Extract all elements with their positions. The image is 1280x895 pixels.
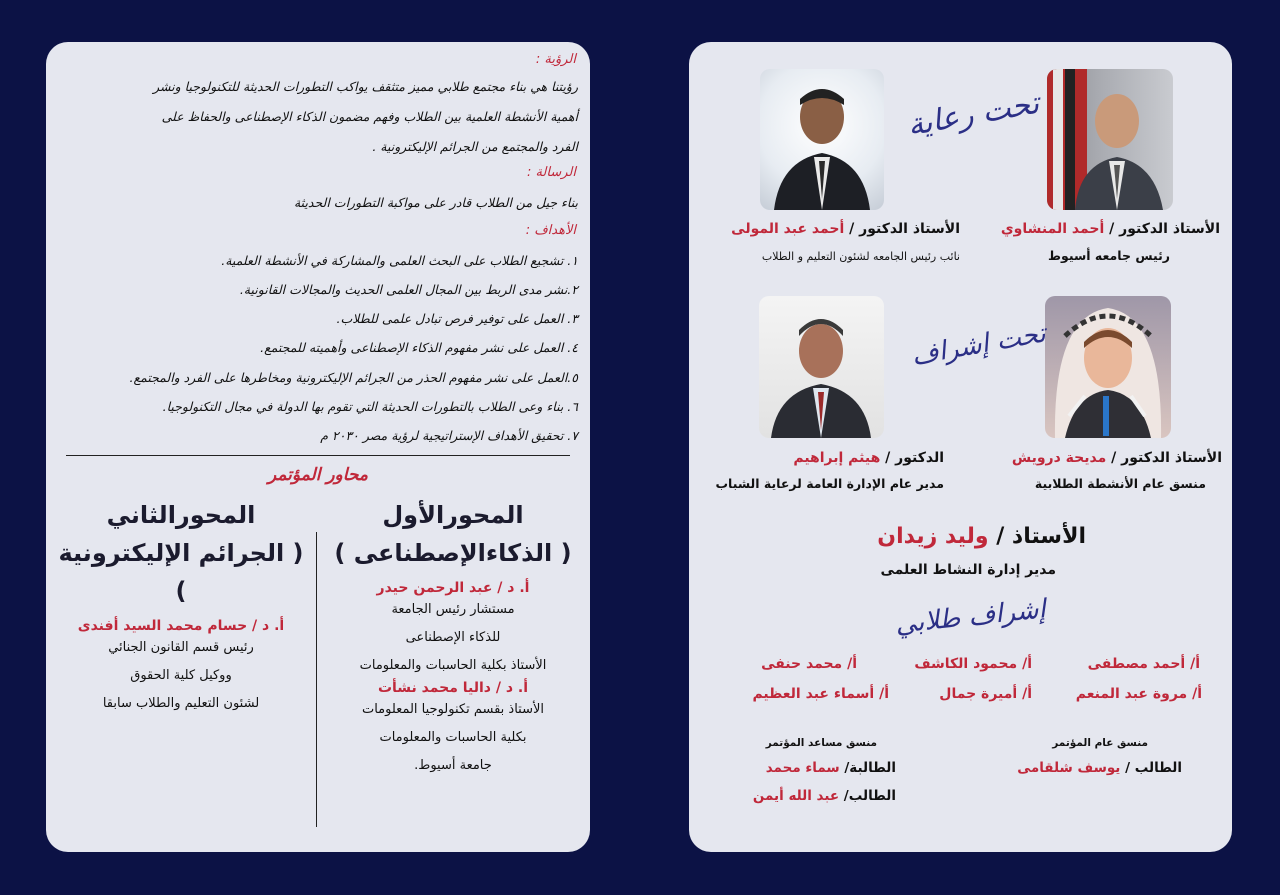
- portrait-icon: [1047, 69, 1173, 210]
- vision-heading: الرؤية :: [535, 52, 576, 67]
- axis-two-line: لشئون التعليم والطلاب سابقا: [102, 696, 260, 711]
- axis-one-line: جامعة أسيوط.: [414, 758, 492, 773]
- photo-youth-director: [759, 296, 884, 438]
- youth-director-title: مدير عام الإدارة العامة لرعاية الشباب: [715, 476, 944, 491]
- general-coordinator: الطالب / يوسف شلقامى: [1017, 760, 1182, 776]
- photo-president: [1047, 69, 1173, 210]
- student-supervisor: أ/ محمود الكاشف: [914, 656, 1032, 672]
- youth-director-name: الدكتور / هيثم إبراهيم: [793, 450, 944, 466]
- goal-item: ٣. العمل على توفير فرص تبادل علمى للطلاب.: [336, 311, 578, 326]
- axis-one: [322, 496, 584, 780]
- axis-two-title: المحورالثاني: [106, 501, 256, 529]
- vision-line: أهمية الأنشطة العلمية بين الطلاب وفهم مضمون الذكاء الإصطناعى والحفاظ على: [161, 109, 578, 124]
- axis-one-speaker-2: أ. د / داليا محمد نشأت: [377, 680, 529, 696]
- assistant-coordinator-caption: منسق مساعد المؤتمر: [765, 737, 877, 749]
- right-panel: [689, 42, 1232, 852]
- goals-heading: الأهداف :: [525, 223, 576, 238]
- axis-one-line: للذكاء الإصطناعى: [405, 630, 501, 645]
- mission-text: بناء جيل من الطلاب قادر على مواكبة التطورات الحديثة: [293, 195, 578, 210]
- supervision-script: تحت إشراف: [909, 318, 1048, 372]
- general-coordinator-caption: منسق عام المؤتمر: [1052, 737, 1148, 749]
- divider: [66, 455, 570, 456]
- axis-one-title: المحورالأول: [382, 501, 524, 529]
- student-supervisor: أ/ أسماء عبد العظيم: [752, 686, 889, 702]
- photo-activities-coordinator: [1045, 296, 1171, 438]
- axes-title: محاور المؤتمر: [267, 465, 369, 485]
- goal-item: ٥.العمل على نشر مفهوم الحذر من الجرائم الإليكترونية ومخاطرها على الفرد والمجتمع.: [129, 370, 578, 385]
- vision-line: رؤيتنا هي بناء مجتمع طلابي مميز متثقف يواكب التطورات الحديثة للتكنولوجيا ونشر: [153, 79, 578, 94]
- president-name: الأستاذ الدكتور / أحمد المنشاوي: [1000, 221, 1220, 237]
- axis-one-speaker: أ. د / عبد الرحمن حيدر: [376, 580, 530, 596]
- assistant-coordinator-2: الطالب/ عبد الله أيمن: [752, 788, 896, 804]
- portrait-icon: [759, 296, 884, 438]
- vice-president-name: الأستاذ الدكتور / أحمد عبد المولى: [731, 221, 960, 237]
- axis-one-line: الأستاذ بكلية الحاسبات والمعلومات: [359, 658, 547, 673]
- sponsorship-script: تحت رعاية: [904, 85, 1042, 144]
- vice-president-title: نائب رئيس الجامعه لشئون التعليم و الطلاب: [761, 250, 960, 263]
- axes-divider: [316, 532, 317, 827]
- axis-one-line: مستشار رئيس الجامعة: [391, 602, 515, 617]
- portrait-icon: [1045, 296, 1171, 438]
- goal-item: ٦. بناء وعى الطلاب بالتطورات الحديثة التي تقوم بها الدولة في مجال التكنولوجيا.: [162, 399, 578, 414]
- student-supervisor: أ/ محمد حنفى: [761, 656, 857, 672]
- student-supervisor: أ/ أميرة جمال: [939, 686, 1032, 702]
- student-supervisor: أ/ أحمد مصطفى: [1087, 656, 1200, 672]
- axis-two-subtitle: ( الجرائم الإليكترونية ): [58, 539, 304, 605]
- student-supervisor: أ/ مروة عبد المنعم: [1075, 686, 1202, 702]
- president-title: رئيس جامعه أسيوط: [1048, 248, 1170, 263]
- axis-two: [52, 496, 310, 718]
- portrait-icon: [760, 69, 884, 210]
- axis-one-line: بكلية الحاسبات والمعلومات: [379, 730, 527, 745]
- axis-two-line: رئيس قسم القانون الجنائي: [108, 640, 254, 655]
- mission-heading: الرسالة :: [526, 165, 576, 180]
- science-director-title: مدير إدارة النشاط العلمى: [880, 562, 1056, 578]
- coordinator-title: منسق عام الأنشطة الطلابية: [1034, 476, 1206, 491]
- axis-one-line: الأستاذ بقسم تكنولوجيا المعلومات: [361, 702, 544, 717]
- goal-item: ٧. تحقيق الأهداف الإستراتيجية لرؤية مصر ٢٠٣٠ م: [320, 428, 578, 443]
- left-panel: [46, 42, 590, 852]
- student-supervision-script: إشراف طلابي: [893, 594, 1048, 640]
- goal-item: ١. تشجيع الطلاب على البحث العلمى والمشاركة في الأنشطة العلمية.: [221, 253, 578, 268]
- photo-vice-president: [760, 69, 884, 210]
- goal-item: ٢.نشر مدى الربط بين المجال العلمى الحديث والمجالات القانونية.: [239, 282, 578, 297]
- goal-item: ٤. العمل على نشر مفهوم الذكاء الإصطناعى وأهميته للمجتمع.: [260, 340, 578, 355]
- science-director-name: الأستاذ / وليد زيدان: [877, 524, 1086, 549]
- coordinator-name: الأستاذ الدكتور / مديحة درويش: [1011, 450, 1222, 466]
- axis-two-line: ووكيل كلية الحقوق: [130, 668, 232, 683]
- axis-one-subtitle: ( الذكاءالإصطناعى ): [334, 539, 572, 567]
- vision-line: الفرد والمجتمع من الجرائم الإليكترونية .: [372, 139, 578, 154]
- assistant-coordinator-1: الطالبة/ سماء محمد: [765, 760, 896, 776]
- axis-two-speaker: أ. د / حسام محمد السيد أفندى: [77, 618, 285, 634]
